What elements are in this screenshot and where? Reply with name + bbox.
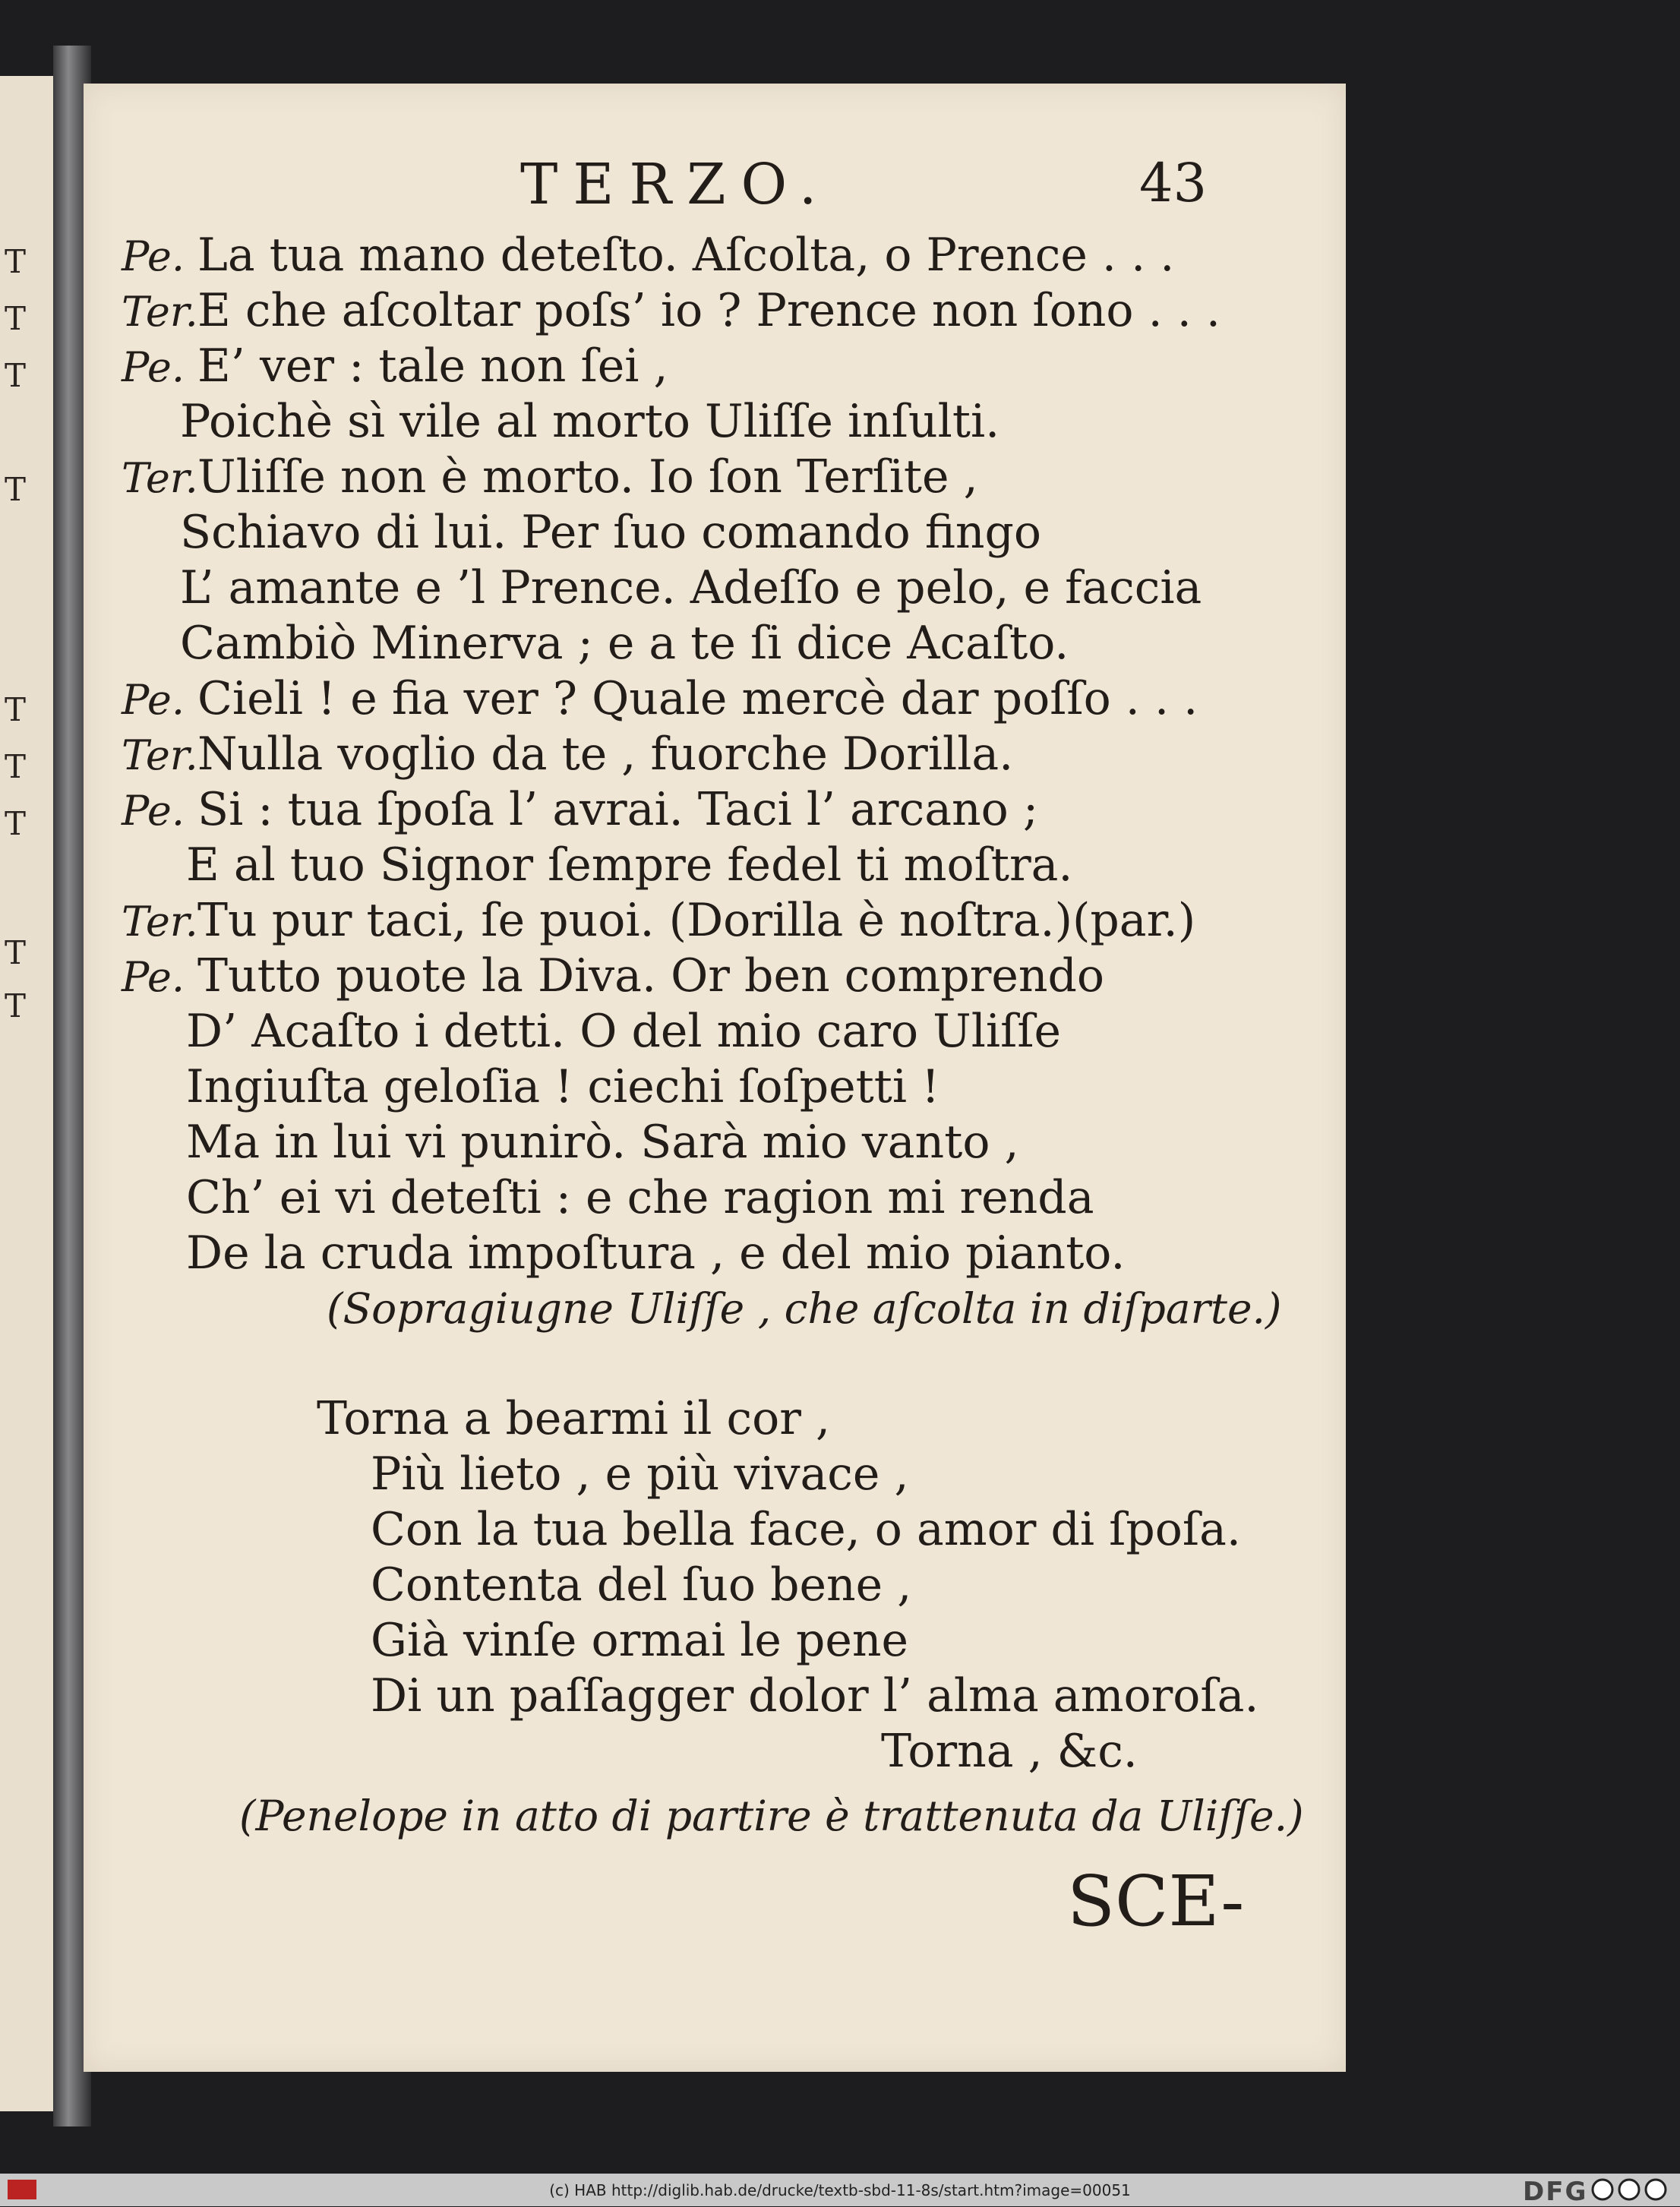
aria-line: Già vinſe ormai le pene [371,1614,909,1667]
speaker-label: Ter. [122,731,198,779]
line-text: E che aſcoltar poſs’ io ? Prence non ſono . . . [197,284,1221,337]
line-text: E al tuo Signor ſempre fedel ti moſtra. [186,838,1073,892]
catchword: SCE- [1067,1861,1245,1942]
line-text: Schiavo di lui. Per ſuo comando fingo [180,506,1042,559]
speaker-label: Pe. [122,953,185,1001]
text-line [122,505,1306,560]
creative-commons-icon [1591,2178,1675,2201]
line-text: La tua mano deteſto. Aſcolta, o Prence . . . [197,229,1175,282]
text-line [122,893,1306,949]
copyright-credit-link[interactable]: (c) HAB http://diglib.hab.de/drucke/textb-sbd-11-8s/start.htm?image=00051 [549,2181,1131,2199]
page-number: 43 [1139,152,1208,214]
line-text: Tutto puote la Diva. Or ben comprendo [197,949,1105,1002]
section-gap [122,1337,1306,1391]
line-text: L’ amante e ’l Prence. Adeſſo e pelo, e faccia [180,561,1202,614]
facing-page-fragment: T [5,805,27,842]
facing-page-fragment: T [5,357,27,394]
aria-line: Più lieto , e più vivace , [371,1448,909,1501]
text-line [122,339,1306,394]
running-head: TERZO. [520,152,832,217]
aria-line: Di un paſſagger dolor l’ alma amoroſa. [371,1669,1259,1722]
text-line [122,1059,1306,1115]
line-text: Si : tua ſpoſa l’ avrai. Taci l’ arcano ; [197,783,1039,836]
text-line [122,727,1306,782]
line-text: Uliſſe non è morto. Io ſon Terſite , [197,450,978,504]
facing-page-fragment: T [5,300,27,337]
aria-line: Con la tua bella face, o amor di ſpoſa. [371,1503,1241,1556]
text-line [122,838,1306,893]
line-text: De la cruda impoſtura , e del mio pianto. [186,1227,1126,1280]
speaker-label: Ter. [122,898,198,946]
text-line [122,616,1306,671]
line-text: E’ ver : tale non ſei , [197,339,668,393]
line-text: Cambiò Minerva ; e a te ſi dice Acaſto. [180,617,1069,670]
line-text: Poichè sì vile al morto Uliſſe inſulti. [180,395,1000,448]
facing-page-fragment: T [5,243,27,280]
speaker-label: Pe. [122,787,185,835]
speaker-label: Ter. [122,454,198,502]
speaker-label: Pe. [122,232,185,280]
line-text: Ch’ ei vi deteſti : e che ragion mi renda [186,1171,1094,1224]
text-line [122,1115,1306,1170]
text-line [122,671,1306,727]
book-page [84,84,1346,2072]
line-text: D’ Acaſto i detti. O del mio caro Uliſſe [186,1005,1062,1058]
text-line [122,949,1306,1004]
aria-line: Torna a bearmi il cor , [317,1392,831,1445]
facing-page-fragment: T [5,691,27,728]
speaker-label: Pe. [122,676,185,724]
line-text: Ingiuſta geloſia ! ciechi ſoſpetti ! [186,1060,940,1113]
text-line [122,450,1306,505]
aria-line: Contenta del ſuo bene , [371,1558,912,1612]
da-capo-marker: Torna , &c. [881,1725,1138,1778]
text-line [122,283,1306,339]
line-text: Ma in lui vi punirò. Sarà mio vanto , [186,1116,1019,1169]
facing-page-fragment: T [5,934,27,971]
text-line [122,1004,1306,1059]
viewer-footer [0,2174,1680,2206]
text-line [122,228,1306,283]
stage-direction: (Penelope in atto di partire è trattenuta da Uliſſe.) [239,1792,1304,1840]
text-line [122,1226,1306,1281]
page-text [122,228,1306,1844]
page-header [84,152,1346,217]
line-text: Tu pur taci, ſe puoi. (Dorilla è noſtra.)(par.) [197,894,1196,947]
speaker-label: Pe. [122,343,185,391]
facing-page-fragment: T [5,748,27,785]
text-line [122,782,1306,838]
text-line [122,394,1306,450]
dfg-logo: DFG [1523,2177,1588,2207]
facing-page-fragment: T [5,987,27,1025]
stage-direction: (Sopragiugne Uliſſe , che aſcolta in diſparte.) [327,1284,1282,1333]
text-line [122,1170,1306,1226]
facing-page-fragment: T [5,471,27,508]
line-text: Cieli ! e fia ver ? Quale mercè dar poſſo . . . [197,672,1198,725]
text-line [122,560,1306,616]
line-text: Nulla voglio da te , fuorche Dorilla. [197,728,1014,781]
speaker-label: Ter. [122,288,198,336]
